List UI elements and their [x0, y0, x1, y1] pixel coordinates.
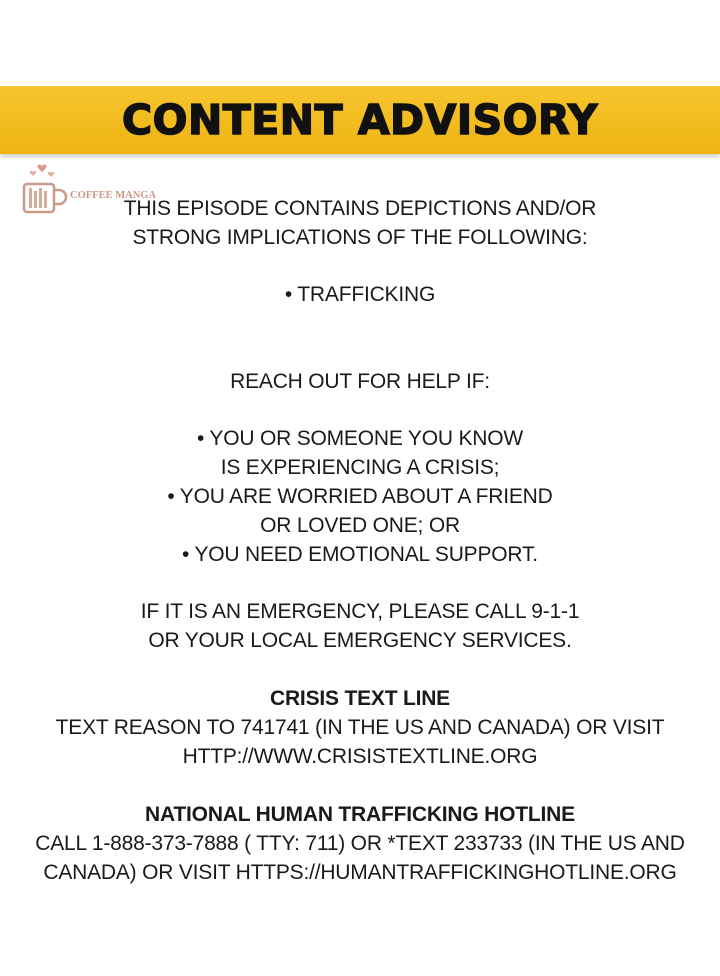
topic-item: • TRAFFICKING — [284, 283, 436, 306]
help-line: IS EXPERIENCING A CRISIS; — [220, 456, 500, 479]
page-title: CONTENT ADVISORY — [122, 96, 598, 144]
trafficking-hotline-url: CANADA) OR VISIT HTTPS://HUMANTRAFFICKINGHOTLINE.ORG — [43, 861, 677, 884]
advisory-banner — [0, 86, 720, 154]
crisis-text-line-url: HTTP://WWW.CRISISTEXTLINE.ORG — [182, 745, 538, 768]
emergency-line-2: OR YOUR LOCAL EMERGENCY SERVICES. — [148, 629, 572, 652]
intro-line-1: THIS EPISODE CONTAINS DEPICTIONS AND/OR — [123, 197, 597, 220]
intro-line-2: STRONG IMPLICATIONS OF THE FOLLOWING: — [132, 226, 588, 249]
help-heading: REACH OUT FOR HELP IF: — [230, 370, 490, 393]
trafficking-hotline-info: CALL 1-888-373-7888 ( TTY: 711) OR *TEXT 233733 (IN THE US AND — [35, 832, 685, 855]
trafficking-hotline-title: NATIONAL HUMAN TRAFFICKING HOTLINE — [145, 803, 575, 826]
crisis-text-line-info: TEXT REASON TO 741741 (IN THE US AND CANADA) OR VISIT — [55, 716, 665, 739]
help-line: OR LOVED ONE; OR — [260, 514, 460, 537]
help-line: • YOU OR SOMEONE YOU KNOW — [197, 427, 523, 450]
help-line: • YOU NEED EMOTIONAL SUPPORT. — [182, 543, 538, 566]
help-line: • YOU ARE WORRIED ABOUT A FRIEND — [167, 485, 553, 508]
watermark-text: COFFEE MANGA — [70, 190, 157, 201]
emergency-line-1: IF IT IS AN EMERGENCY, PLEASE CALL 9-1-1 — [140, 600, 580, 623]
crisis-text-line-title: CRISIS TEXT LINE — [270, 687, 450, 710]
